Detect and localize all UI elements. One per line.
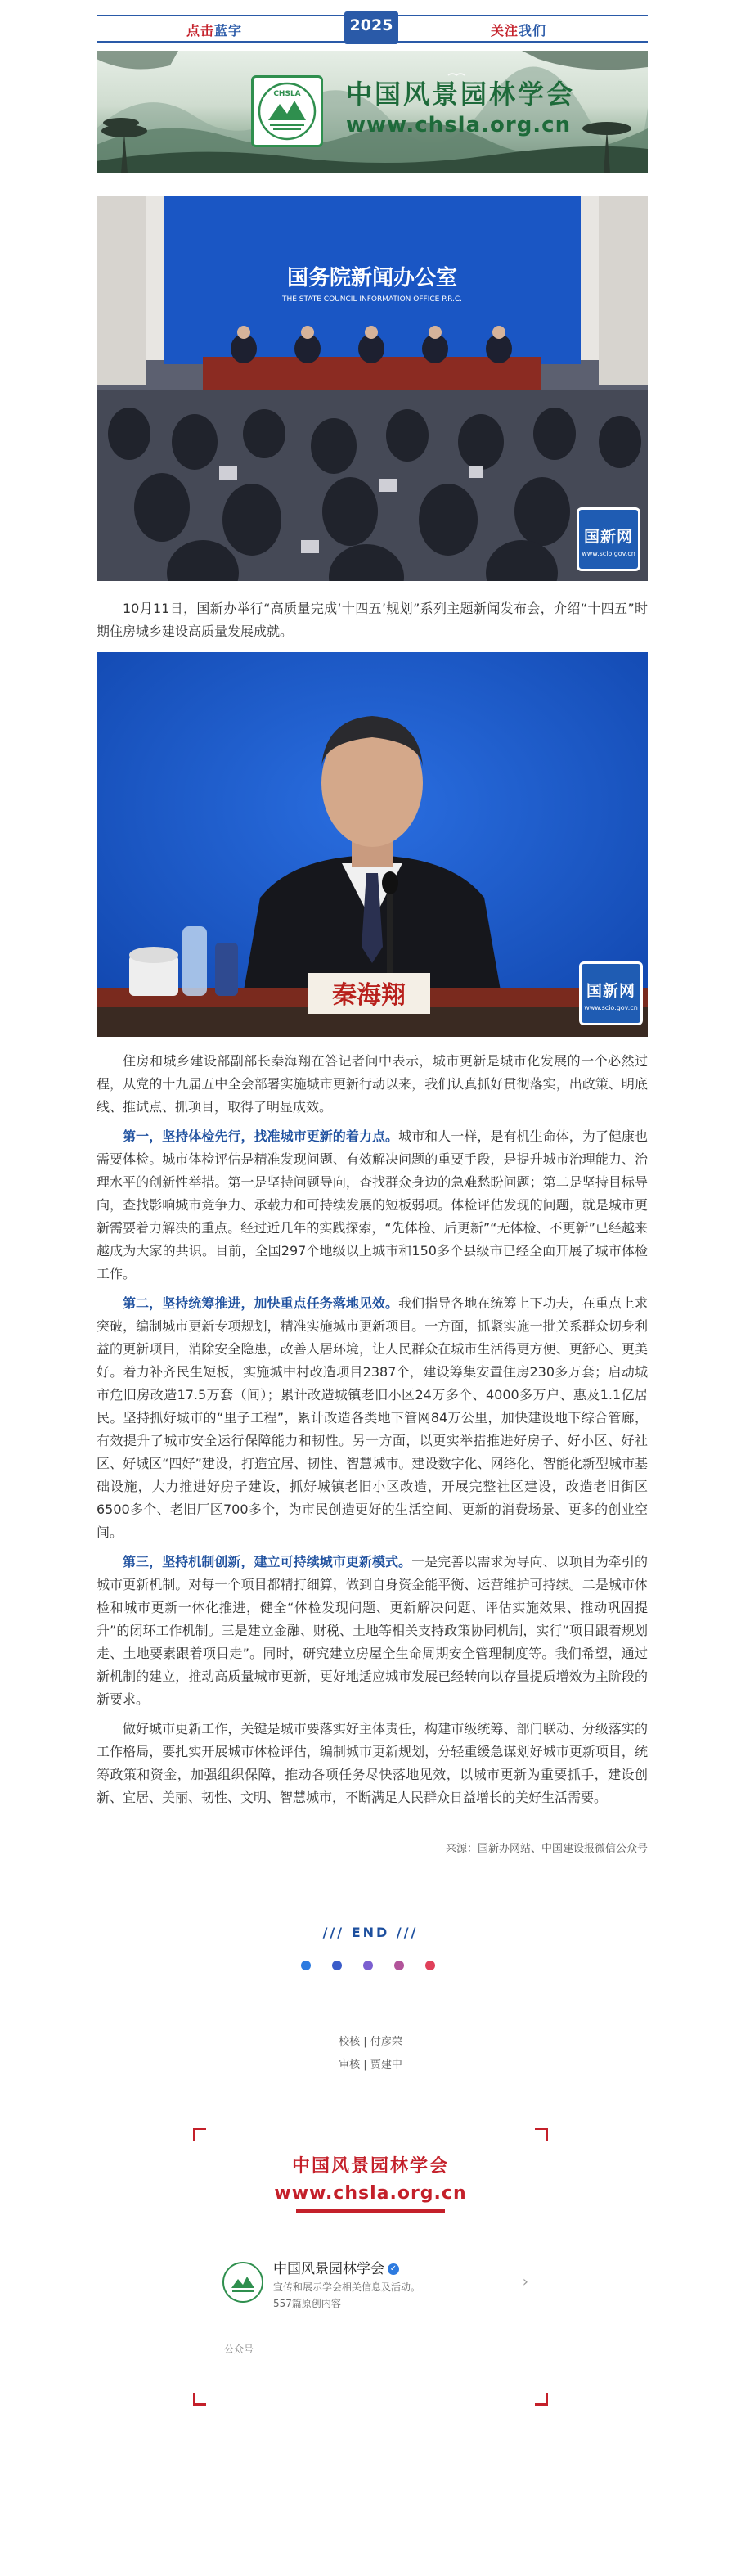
backdrop-title: 国务院新闻办公室	[286, 266, 458, 290]
decorative-dots	[301, 1961, 440, 1974]
click-blue-text-link[interactable]	[186, 20, 242, 39]
account-name: 中国风景园林学会	[273, 2261, 384, 2277]
org-name: 中国风景园林学会	[346, 79, 576, 110]
official-account-card[interactable]	[219, 2250, 530, 2324]
point-1-heading: 第一，坚持体检先行，找准城市更新的着力点。	[123, 1128, 399, 1144]
footer-org-name: 中国风景园林学会	[291, 2156, 449, 2177]
follow-left-red: 点击	[186, 23, 215, 38]
org-banner	[97, 51, 648, 173]
dot-5	[425, 1961, 435, 1970]
dot-3	[363, 1961, 373, 1970]
dot-2	[332, 1961, 342, 1970]
account-avatar	[222, 2262, 263, 2303]
chsla-logo-icon	[254, 78, 321, 145]
proofread-credit: 校核 | 付彦荣	[339, 2036, 402, 2048]
chsla-logo	[251, 75, 323, 147]
follow-right-red: 关注	[491, 23, 519, 38]
photo-caption: 10月11日，国新办举行“高质量完成‘十四五’规划”系列主题新闻发布会，介绍“十四五”时期住房城乡建设高质量发展成就。	[97, 601, 648, 639]
article-conclusion: 做好城市更新工作，关键是城市要落实好主体责任，构建市级统筹、部门联动、分级落实的工作格局，要扎实开展城市体检评估，编制城市更新规划，分轻重缓急谋划好城市更新项目，统筹政策和资金，加强组织保障，推动各项任务尽快落地见效，以城市更新为重要抓手，建设创新、宜居、美丽、韧性、文明、智慧城市，不断满足人民群众日益增长的美好生活需要。	[97, 1721, 648, 1805]
speaker-illustration	[97, 652, 648, 1037]
account-article-count: 557篇原创内容	[273, 2298, 341, 2309]
watermark-logo	[577, 507, 640, 571]
chsla-logo-icon	[224, 2263, 262, 2301]
follow-bar	[97, 15, 648, 44]
article-point-3	[97, 1551, 648, 1711]
logo-lettering: CHSLA	[273, 90, 301, 98]
corner-top-right	[535, 2128, 548, 2141]
corner-top-left	[193, 2128, 206, 2141]
footer-org-url: www.chsla.org.cn	[274, 2183, 467, 2204]
watermark-text: 国新网	[586, 982, 635, 1000]
watermark-url: www.scio.gov.cn	[584, 1004, 638, 1011]
corner-bottom-right	[535, 2393, 548, 2406]
watermark-text: 国新网	[583, 528, 633, 546]
account-name-row	[273, 2257, 399, 2277]
dot-4	[394, 1961, 404, 1970]
point-2-heading: 第二，坚持统筹推进，加快重点任务落地见效。	[123, 1295, 399, 1311]
article-point-2	[97, 1292, 648, 1544]
point-2-text: 我们指导各地在统筹上下功夫，在重点上求突破，编制城市更新专项规划，精准实施城市更新项目。一方面，抓紧实施一批关系群众切身利益的更新项目，消除安全隐患，改善人居环境，让人民群众在城市生活得更方便、更舒心、更美好。着力补齐民生短板，实施城中村改造项目2387个，建设筹集安置住房230多万套；启动城市危旧房改造17.5万套（间）；累计改造城镇老旧小区24万多个、4000多万户、惠及1.1亿居民。坚持抓好城市的“里子工程”，累计改造各类地下管网84万公里，加快建设地下综合管廊，有效提升了城市安全运行保障能力和韧性。另一方面，以更实举措推进好房子、好小区、好社区、好城区“四好”建设，打造宜居、韧性、智慧城市。建设数字化、网络化、智能化新型城市基础设施，大力推进好房子建设，抓好城镇老旧小区改造，开展完整社区建设，改造老旧街区6500多个、老旧厂区700多个，为市民创造更好的生活空间、更新的消费场景、更多的创业空间。	[97, 1295, 648, 1540]
press-conference-illustration	[97, 196, 648, 581]
verified-icon: ✓	[388, 2263, 399, 2275]
end-marker: /// END ///	[322, 1925, 419, 1940]
point-3-text: 一是完善以需求为导向、以项目为牵引的城市更新机制。对每一个项目都精打细算，做到自身资金能平衡、运营维护可持续。二是城市体检和城市更新一体化推进，健全“体检发现问题、更新解决问题、评估实施效果、推动巩固提升”的闭环工作机制。三是建立金融、财税、土地等相关支持政策协同机制，实行“项目跟着规划走、土地要素跟着项目走”。同时，研究建立房屋全生命周期安全管理制度等。我们希望，通过新机制的建立，推动高质量城市更新，更好地适应城市发展已经转向以存量提质增效为主阶段的新要求。	[97, 1554, 648, 1707]
point-1-text: 城市和人一样，是有机生命体，为了健康也需要体检。城市体检评估是精准发现问题、有效解决问题的重要手段，是提升城市治理能力、治理水平的创新性举措。第一是坚持问题导向，查找群众身边的急难愁盼问题；第二是坚持目标导向，查找影响城市竞争力、承载力和可持续发展的短板弱项。体检评估发现的问题，就是城市更新需要着力解决的重点。经过近几年的实践探索，“先体检、后更新”“无体检、不更新”已经越来越成为大家的共识。目前，全国297个地级以上城市和150多个县级市已经全面开展了城市体检工作。	[97, 1128, 648, 1281]
chevron-right-icon: ›	[522, 2273, 528, 2290]
watermark-url: www.scio.gov.cn	[582, 550, 635, 557]
speaker-photo	[97, 652, 648, 1037]
press-conference-photo	[97, 196, 648, 581]
org-url: www.chsla.org.cn	[346, 113, 572, 137]
account-description: 宣传和展示学会相关信息及活动。	[273, 2281, 421, 2293]
article-source: 来源：国新办网站、中国建设报微信公众号	[445, 1843, 648, 1855]
follow-left-blue: 蓝字	[214, 23, 243, 38]
year-badge: 2025	[344, 11, 398, 44]
follow-right-blue: 我们	[519, 23, 547, 38]
landscape-illustration	[97, 51, 648, 173]
official-account-label: 公众号	[224, 2344, 254, 2355]
backdrop-subtitle: THE STATE COUNCIL INFORMATION OFFICE P.R.C.	[281, 295, 463, 304]
watermark-logo	[579, 961, 643, 1025]
review-credit: 审核 | 贾建中	[339, 2059, 402, 2071]
speaker-nameplate-text: 秦海翔	[332, 981, 406, 1010]
follow-us-link[interactable]	[491, 20, 546, 39]
corner-bottom-left	[193, 2393, 206, 2406]
article-intro: 住房和城乡建设部副部长秦海翔在答记者问中表示，城市更新是城市化发展的一个必然过程，从党的十九届五中全会部署实施城市更新行动以来，我们认真抓好贯彻落实，出政策、明底线、推试点、抓项目，取得了明显成效。	[97, 1053, 648, 1115]
footer-underline	[296, 2209, 445, 2213]
article-body	[97, 1050, 648, 1816]
article-point-1	[97, 1125, 648, 1286]
dot-1	[301, 1961, 311, 1970]
point-3-heading: 第三，坚持机制创新，建立可持续城市更新模式。	[123, 1554, 412, 1569]
